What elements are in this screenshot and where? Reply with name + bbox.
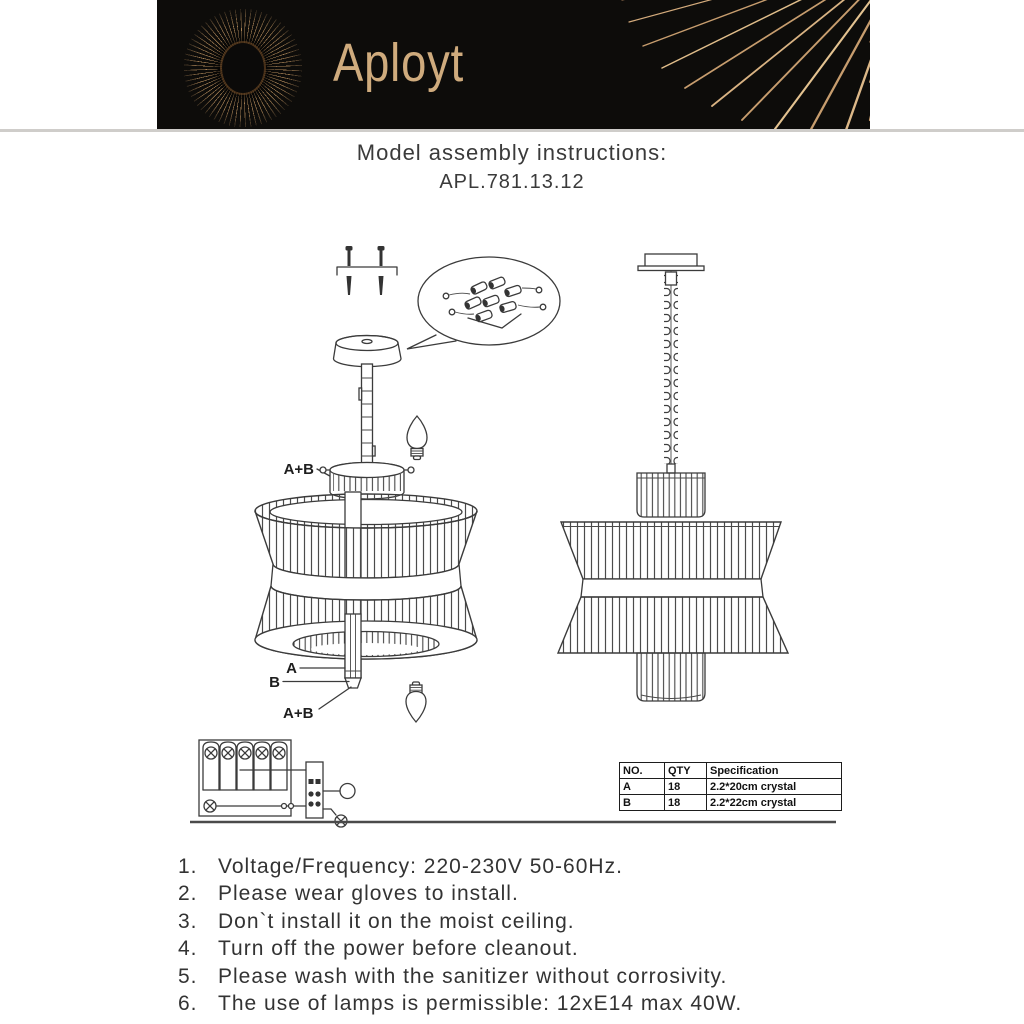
- table-row: [620, 779, 842, 795]
- instruction-item: [178, 963, 888, 990]
- side-view-drawing: [558, 254, 788, 701]
- label-a-plus-b-top: A+B: [283, 461, 314, 478]
- wire-connectors-callout: [407, 257, 560, 349]
- instruction-item: [178, 853, 888, 880]
- hanging-rod: [359, 364, 375, 470]
- label-b: B: [269, 674, 280, 691]
- corner-rays-icon: [157, 0, 870, 129]
- col-qty: QTY: [665, 763, 707, 779]
- item-text: Don`t install it on the moist ceiling.: [218, 909, 575, 933]
- item-number: 6.: [178, 992, 198, 1016]
- center-column: [345, 614, 361, 688]
- hanging-chain: [664, 271, 678, 473]
- junction-circle: [340, 784, 355, 799]
- mounting-bracket: [337, 246, 397, 295]
- cell-no: A: [620, 779, 665, 795]
- item-number: 3.: [178, 909, 198, 933]
- banner-divider: [0, 129, 1024, 132]
- assembly-diagram: [140, 230, 860, 830]
- brand-banner: [157, 0, 870, 129]
- screw-icon: [346, 246, 353, 295]
- brand-name: Aployt: [333, 33, 465, 93]
- cell-qty: 18: [665, 779, 707, 795]
- item-number: 4.: [178, 937, 198, 961]
- col-spec: Specification: [707, 763, 842, 779]
- label-a: A: [286, 660, 297, 677]
- lamp-socket-row: [203, 742, 287, 790]
- instruction-item: [178, 935, 888, 962]
- cell-spec: 2.2*22cm crystal: [707, 795, 842, 811]
- item-number: 5.: [178, 964, 198, 988]
- lamp-symbol: [204, 800, 216, 812]
- sunburst-core: [222, 43, 264, 93]
- ceiling-plate: [638, 254, 704, 271]
- chandelier-front-view: [255, 492, 477, 688]
- instruction-item: [178, 990, 888, 1017]
- instruction-list: [178, 853, 888, 1017]
- wire-nut-icon: [464, 276, 522, 322]
- cell-spec: 2.2*20cm crystal: [707, 779, 842, 795]
- exploded-view-drawing: [255, 246, 560, 722]
- item-text: Please wash with the sanitizer without corrosivity.: [218, 964, 728, 988]
- item-number: 1.: [178, 855, 198, 878]
- item-text: Turn off the power before cleanout.: [218, 937, 579, 961]
- item-text: Voltage/Frequency: 220-230V 50-60Hz.: [218, 855, 623, 878]
- wiring-diagram: [199, 740, 355, 827]
- parts-table: [619, 762, 842, 811]
- item-text: Please wear gloves to install.: [218, 882, 519, 906]
- terminal-block: [306, 762, 323, 818]
- candle-bulb-icon: [407, 416, 427, 460]
- table-row: [620, 795, 842, 811]
- cell-qty: 18: [665, 795, 707, 811]
- item-text: The use of lamps is permissible: 12xE14 max 40W.: [218, 992, 743, 1016]
- instruction-item: [178, 908, 888, 935]
- label-a-plus-b-bottom: A+B: [283, 705, 314, 722]
- ceiling-canopy: [334, 336, 402, 367]
- model-number: APL.781.13.12: [439, 171, 585, 193]
- chandelier-side-view: [558, 473, 788, 701]
- candle-bulb-icon: [406, 682, 426, 722]
- cell-no: B: [620, 795, 665, 811]
- instruction-item: [178, 880, 888, 907]
- table-header-row: [620, 763, 842, 779]
- item-number: 2.: [178, 882, 198, 906]
- screw-icon: [378, 246, 385, 295]
- col-no: NO.: [620, 763, 665, 779]
- page-title: Model assembly instructions:: [356, 140, 668, 165]
